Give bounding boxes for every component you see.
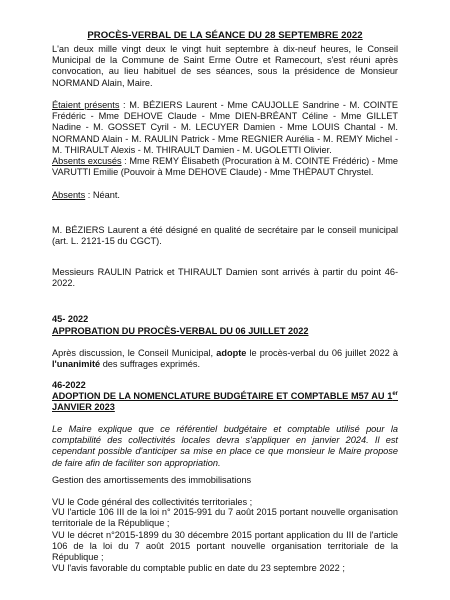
s46-title-sup: er (392, 390, 398, 397)
present-paragraph (52, 100, 398, 156)
absent-text: : Néant. (85, 190, 120, 200)
s46-title-a: ADOPTION DE LA NOMENCLATURE BUDGÉTAIRE ET COMPTABLE M57 AU 1 (52, 391, 393, 401)
s45-unanimite: l'unanimité (52, 359, 101, 370)
intro-paragraph: L'an deux mille vingt deux le vingt huit septembre à dix-neuf heures, le Conseil Municipal de la Commune de Saint Erme Outre et Ramecourt, s'est réuni après convocation, au lieu habituel de ses séances, sous la présidence de Monsieur NORMAND Alain, Maire. (52, 44, 398, 88)
excused-paragraph (52, 156, 398, 178)
vu-item: VU le décret n°2015-1899 du 30 décembre 2015 portant application du III de l'article 106 de la loi du 7 août 2015 portant nouvelle organisation territoriale de la République ; (52, 530, 398, 563)
s45-text-c: des suffrages exprimés. (100, 359, 201, 370)
s46-title-b: JANVIER 2023 (52, 402, 115, 413)
arrivals-paragraph: Messieurs RAULIN Patrick et THIRAULT Damien sont arrivés à partir du point 46-2022. (52, 267, 398, 289)
s45-text-a: Après discussion, le Conseil Municipal, (52, 348, 217, 358)
section-45-number: 45- 2022 (52, 314, 89, 324)
excused-label: Absents excusés (52, 156, 122, 166)
present-text: : M. BÉZIERS Laurent - Mme CAUJOLLE Sandrine - M. COINTE Frédéric - Mme DEHOVE Claude - Mme DIEN-BRÉANT Céline - Mme GILLET Nadine - M. GOSSET Cyril - M. LECUYER Damien - Mme LOUIS Chantal - M. NORMAND Alain - M. RAULIN Patrick - Mme REGNIER Aurélia - M. REMY Michel - M. THIRAULT Alexis - M. THIRAULT Damien - M. UGOLETTI Olivier. (52, 100, 398, 155)
s45-text-b: le procès-verbal du 06 juillet 2022 à (246, 348, 398, 358)
page-title: PROCÈS-VERBAL DE LA SÉANCE DU 28 SEPTEMBRE 2022 (87, 30, 363, 41)
vu-item: VU l'avis favorable du comptable public en date du 23 septembre 2022 ; (52, 563, 345, 573)
secretary-paragraph: M. BÉZIERS Laurent a été désigné en qualité de secrétaire par le conseil municipal (art. L. 2121-15 du CGCT). (52, 225, 398, 247)
present-label: Étaient présents (52, 100, 120, 110)
section-45-text (52, 348, 398, 370)
vu-item: VU l'article 106 III de la loi n° 2015-991 du 7 août 2015 portant nouvelle organisation territoriale de la République ; (52, 507, 398, 529)
section-46-title (52, 391, 398, 413)
section-45-title: APPROBATION DU PROCÈS-VERBAL DU 06 JUILLET 2022 (52, 326, 309, 336)
section-46-number: 46-2022 (52, 380, 86, 390)
section-46-explanation: Le Maire explique que ce référentiel budgétaire et comptable utilisé pour la comptabilité des collectivités locales devra s'appliquer en janvier 2024. Il est cependant possible d'anticiper sa mise en place ce que monsieur le Maire propose de faire afin de faciliter son appropriation. (52, 424, 398, 468)
absent-paragraph (52, 190, 398, 201)
excused-text: : Mme REMY Élisabeth (Procuration à M. COINTE Frédéric) - Mme VARUTTI Emilie (Pouvoir à Mme DEHOVE Claude) - Mme THÉPAUT Chrystel. (52, 156, 398, 178)
s45-adopte: adopte (216, 348, 247, 358)
absent-label: Absents (52, 190, 86, 200)
vu-item: VU le Code général des collectivités territoriales ; (52, 497, 253, 507)
section-46-gestion: Gestion des amortissements des immobilisations (52, 475, 252, 485)
